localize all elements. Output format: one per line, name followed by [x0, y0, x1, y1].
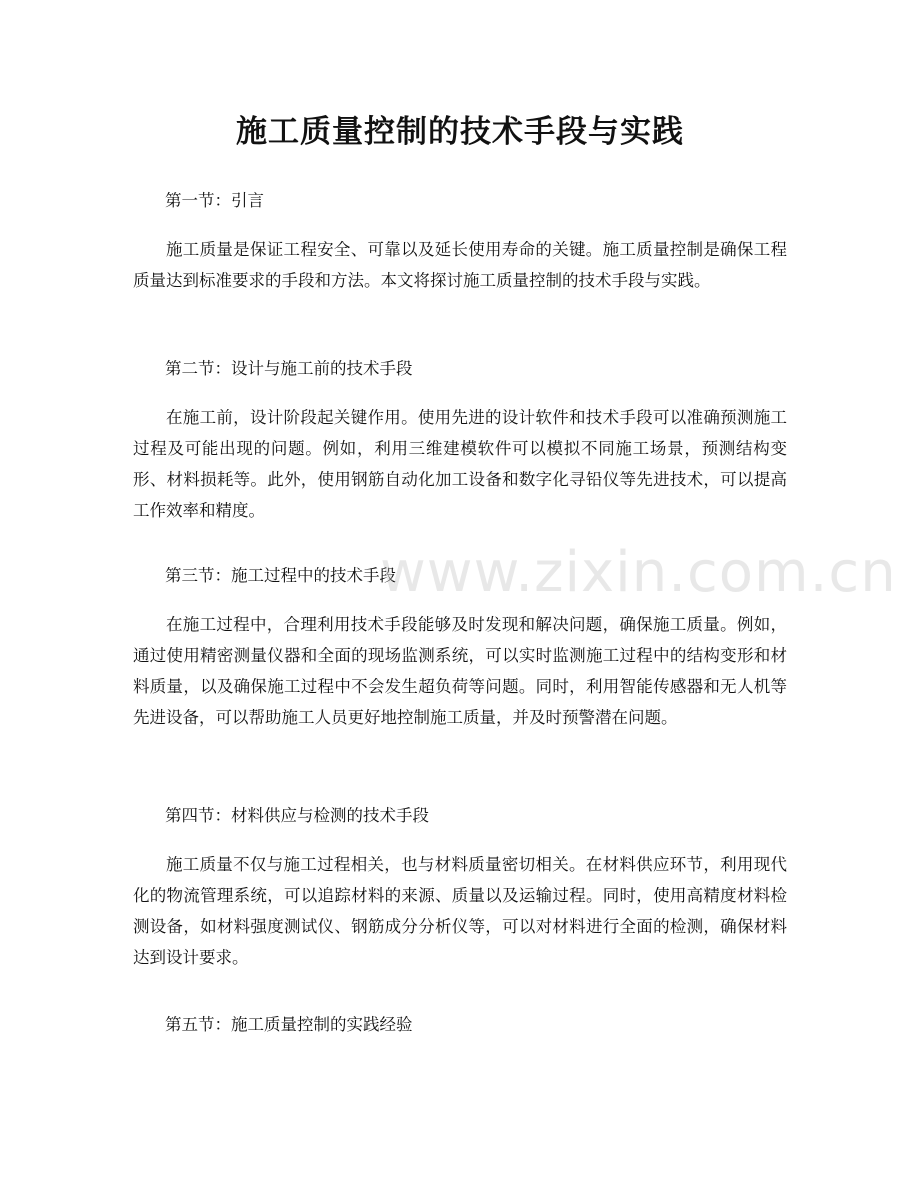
document-title: 施工质量控制的技术手段与实践 [236, 114, 684, 150]
section-heading-4: 第四节：材料供应与检测的技术手段 [165, 806, 429, 825]
section-paragraph-3: 在施工过程中，合理利用技术手段能够及时发现和解决问题，确保施工质量。例如，通过使用精密测量仪器和全面的现场监测系统，可以实时监测施工过程中的结构变形和材料质量，以及确保施工过程中不会发生超负荷等问题。同时，利用智能传感器和无人机等先进设备，可以帮助施工人员更好地控制施工质量，并及时预警潜在问题。 [133, 615, 787, 727]
section-heading-3: 第三节：施工过程中的技术手段 [165, 566, 396, 585]
section-paragraph-1: 施工质量是保证工程安全、可靠以及延长使用寿命的关键。施工质量控制是确保工程质量达到标准要求的手段和方法。本文将探讨施工质量控制的技术手段与实践。 [133, 240, 787, 290]
watermark: www.zixin.com.cn [380, 540, 897, 605]
section-paragraph-2: 在施工前，设计阶段起关键作用。使用先进的设计软件和技术手段可以准确预测施工过程及可能出现的问题。例如，利用三维建模软件可以模拟不同施工场景，预测结构变形、材料损耗等。此外，使用钢筋自动化加工设备和数字化寻铅仪等先进技术，可以提高工作效率和精度。 [133, 408, 787, 520]
section-heading-1: 第一节：引言 [165, 191, 264, 210]
section-heading-2: 第二节：设计与施工前的技术手段 [165, 359, 413, 378]
section-paragraph-4: 施工质量不仅与施工过程相关，也与材料质量密切相关。在材料供应环节，利用现代化的物流管理系统，可以追踪材料的来源、质量以及运输过程。同时，使用高精度材料检测设备，如材料强度测试仪、钢筋成分分析仪等，可以对材料进行全面的检测，确保材料达到设计要求。 [133, 855, 787, 967]
section-heading-5: 第五节：施工质量控制的实践经验 [165, 1015, 413, 1034]
